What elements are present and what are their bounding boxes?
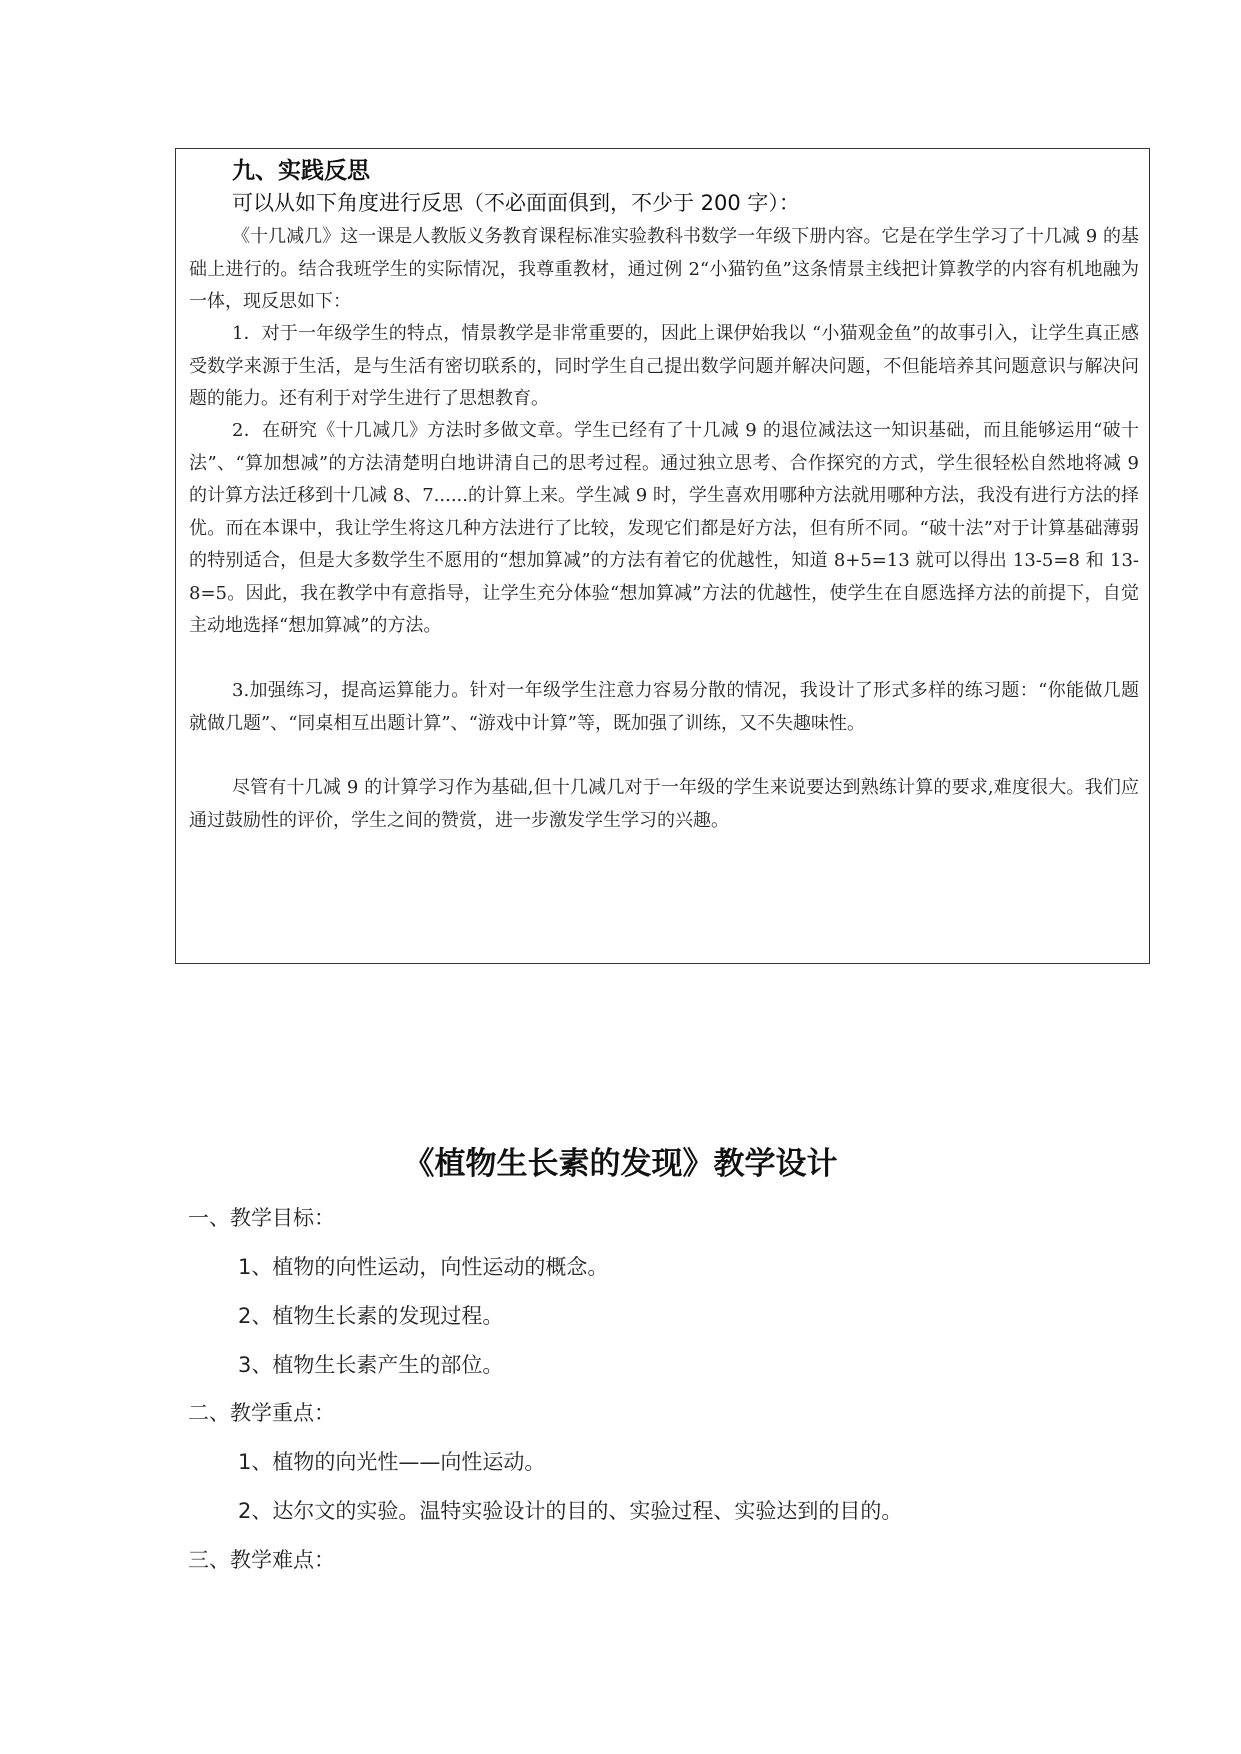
document-title: 《植物生长素的发现》教学设计 [403,1146,838,1182]
goal-item: 3、植物生长素产生的部位。 [238,1353,504,1377]
reflection-paragraph-1: 1．对于一年级学生的特点，情景教学是非常重要的，因此上课伊始我以 “小猫观金鱼”的故事引入，让学生真正感受数学来源于生活，是与生活有密切联系的，同时学生自己提出数学问题并解决问题，不但能培养其问题意识与解决问题的能力。还有利于对学生进行了思想教育。 [189,323,1139,409]
reflection-paragraph-3: 3.加强练习，提高运算能力。针对一年级学生注意力容易分散的情况，我设计了形式多样的练习题：“你能做几题就做几题”、“同桌相互出题计算”、“游戏中计算”等，既加强了训练，又不失趣味性。 [189,680,1139,734]
reflection-paragraph-summary: 尽管有十几减 9 的计算学习作为基础,但十几减几对于一年级的学生来说要达到熟练计算的要求,难度很大。我们应通过鼓励性的评价，学生之间的赞赏，进一步激发学生学习的兴趣。 [189,777,1139,831]
reflection-paragraph-intro: 《十几减几》这一课是人教版义务教育课程标准实验教科书数学一年级下册内容。它是在学生学习了十几减 9 的基础上进行的。结合我班学生的实际情况，我尊重教材，通过例 2“小猫钓鱼”这条情景主线把计算教学的内容有机地融为一体，现反思如下： [189,226,1139,312]
section-heading-goals: 一、教学目标： [188,1206,335,1230]
reflection-prompt: 可以从如下角度进行反思（不必面面俱到，不少于 200 字）： [232,191,800,215]
keypoint-item: 1、植物的向光性——向性运动。 [238,1450,546,1474]
section-heading-keypoints: 二、教学重点： [188,1401,335,1425]
goal-item: 1、植物的向性运动，向性运动的概念。 [238,1255,609,1279]
section-heading-difficulties: 三、教学难点： [188,1548,335,1572]
reflection-paragraph-2: 2．在研究《十几减几》方法时多做文章。学生已经有了十几减 9 的退位减法这一知识基础，而且能够运用“破十法”、“算加想减”的方法清楚明白地讲清自己的思考过程。通过独立思考、合作探究的方式，学生很轻松自然地将减 9 的计算方法迁移到十几减 8、7......的计算上来。学生减 9 时，学生喜欢用哪种方法就用哪种方法，我没有进行方法的择优。而在本课中，我让学生将这几种方法进行了比较，发现它们都是好方法，但有所不同。“破十法”对于计算基础薄弱的特别适合，但是大多数学生不愿用的“想加算减”的方法有着它的优越性，知道 8+5=13 就可以得出 13-5=8 和 13-8=5。因此，我在教学中有意指导，让学生充分体验“想加算减”方法的优越性，使学生在自愿选择方法的前提下，自觉主动地选择“想加算减”的方法。 [189,420,1139,636]
goal-item: 2、植物生长素的发现过程。 [238,1304,504,1328]
reflection-heading: 九、实践反思 [232,158,370,184]
keypoint-item: 2、达尔文的实验。温特实验设计的目的、实验过程、实验达到的目的。 [238,1499,903,1523]
reflection-box [175,148,1150,964]
